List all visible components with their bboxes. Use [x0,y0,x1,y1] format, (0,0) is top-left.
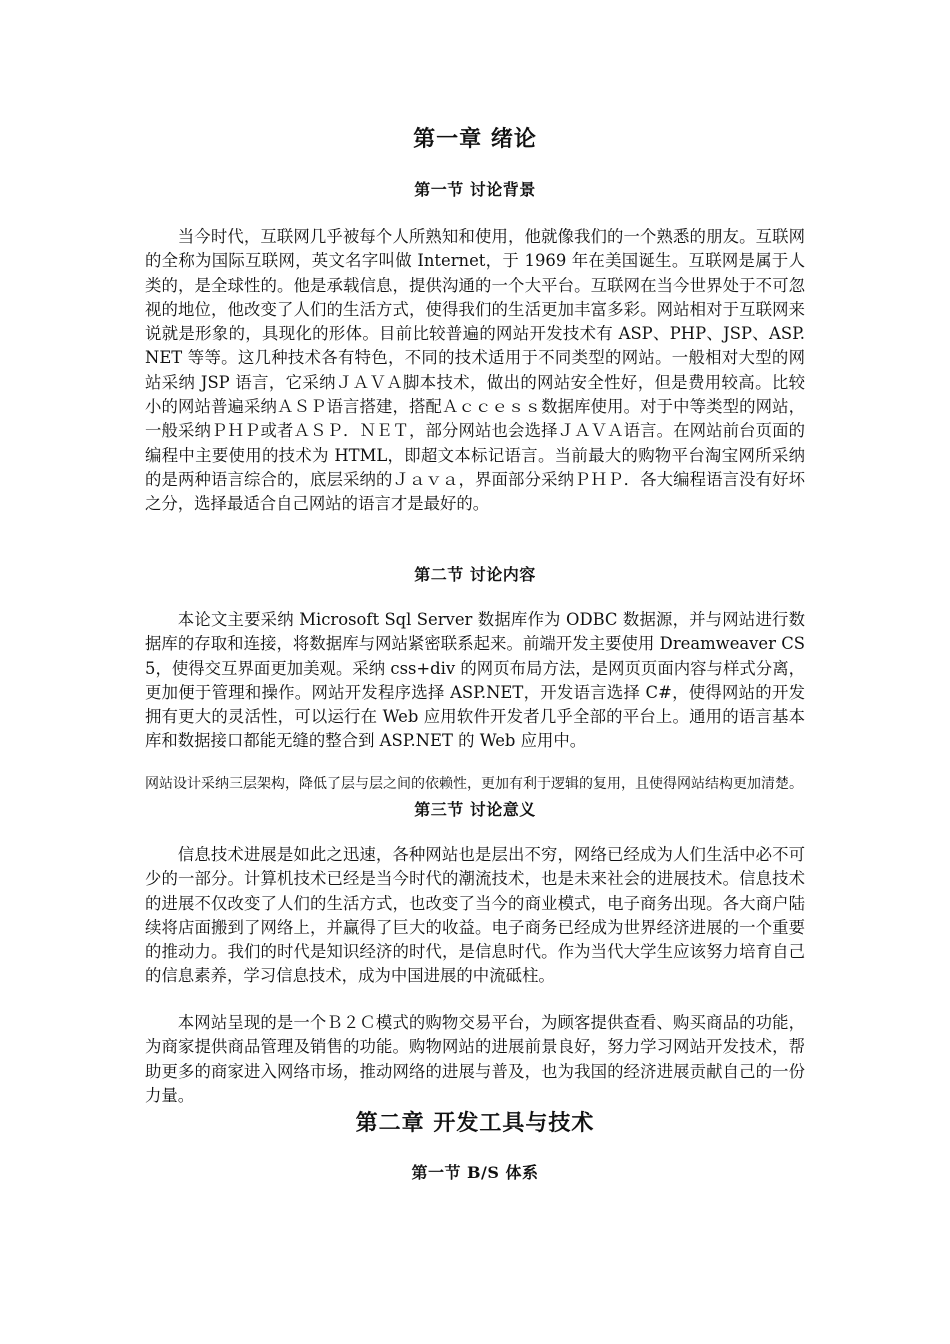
chapter-1-title: 第一章 绪论 [413,127,537,152]
chapter-1-section-3-paragraph-2: 本网站呈现的是一个Ｂ２Ｃ模式的购物交易平台，为顾客提供查看、购买商品的功能，为商家提供商品管理及销售的功能。购物网站的进展前景良好，努力学习网站开发技术，帮助更多的商家进入网络市场，推动网络的进展与普及，也为我国的经济进展贡献自己的一份力量。 [145,1013,805,1105]
chapter-1-section-2-title: 第二节 讨论内容 [414,565,536,584]
chapter-2-title: 第二章 开发工具与技术 [355,1111,595,1136]
chapter-1-section-2-note: 网站设计采纳三层架构，降低了层与层之间的依赖性，更加有利于逻辑的复用，且使得网站结构更加清楚。 [145,776,803,792]
chapter-2-section-1-title: 第一节 B/S 体系 [411,1163,539,1182]
chapter-1-section-2-paragraph: 本论文主要采纳 Microsoft Sql Server 数据库作为 ODBC 数据源，并与网站进行数据库的存取和连接，将数据库与网站紧密联系起来。前端开发主要使用 Dreamweaver CS5，使得交互界面更加美观。采纳 css+div 的网页布局方法，是网页页面内容与样式分离，更加便于管理和操作。网站开发程序选择 ASP.NET，开发语言选择 C#，使得网站的开发拥有更大的灵活性，可以运行在 Web 应用软件开发者几乎全部的平台上。通用的语言基本库和数据接口都能无缝的整合到 ASP.NET 的 Web 应用中。 [145,610,805,751]
chapter-1-section-3-paragraph-1: 信息技术进展是如此之迅速，各种网站也是层出不穷，网络已经成为人们生活中必不可少的一部分。计算机技术已经是当今时代的潮流技术，也是未来社会的进展技术。信息技术的进展不仅改变了人们的生活方式，也改变了当今的商业模式，电子商务出现。各大商户陆续将店面搬到了网络上，并赢得了巨大的收益。电子商务已经成为世界经济进展的一个重要的推动力。我们的时代是知识经济的时代，是信息时代。作为当代大学生应该努力培育自己的信息素养，学习信息技术，成为中国进展的中流砥柱。 [145,845,805,986]
chapter-1-section-1-paragraph: 当今时代，互联网几乎被每个人所熟知和使用，他就像我们的一个熟悉的朋友。互联网的全称为国际互联网，英文名字叫做 Internet，于 1969 年在美国诞生。互联网是属于人类的，是全球性的。他是承载信息，提供沟通的一个大平台。互联网在当今世界处于不可忽视的地位，他改变了人们的生活方式，使得我们的生活更加丰富多彩。网站相对于互联网来说就是形象的，具现化的形体。目前比较普遍的网站开发技术有 ASP、PHP、JSP、ASP.NET 等等。这几种技术各有特色，不同的技术适用于不同类型的网站。一般相对大型的网站采纳 JSP 语言，它采纳ＪＡＶＡ脚本技术，做出的网站安全性好，但是费用较高。比较小的网站普遍采纳ＡＳＰ语言搭建，搭配Ａｃｃｅｓｓ数据库使用。对于中等类型的网站，一般采纳ＰＨＰ或者ＡＳＰ．ＮＥＴ，部分网站也会选择ＪＡＶＡ语言。在网站前台页面的编程中主要使用的技术为 HTML，即超文本标记语言。当前最大的购物平台淘宝网所采纳的是两种语言综合的，底层采纳的Ｊａｖａ，界面部分采纳ＰＨＰ．各大编程语言没有好坏之分，选择最适合自己网站的语言才是最好的。 [145,227,805,514]
chapter-1-section-3-title: 第三节 讨论意义 [414,800,536,819]
chapter-1-section-1-title: 第一节 讨论背景 [414,180,536,199]
